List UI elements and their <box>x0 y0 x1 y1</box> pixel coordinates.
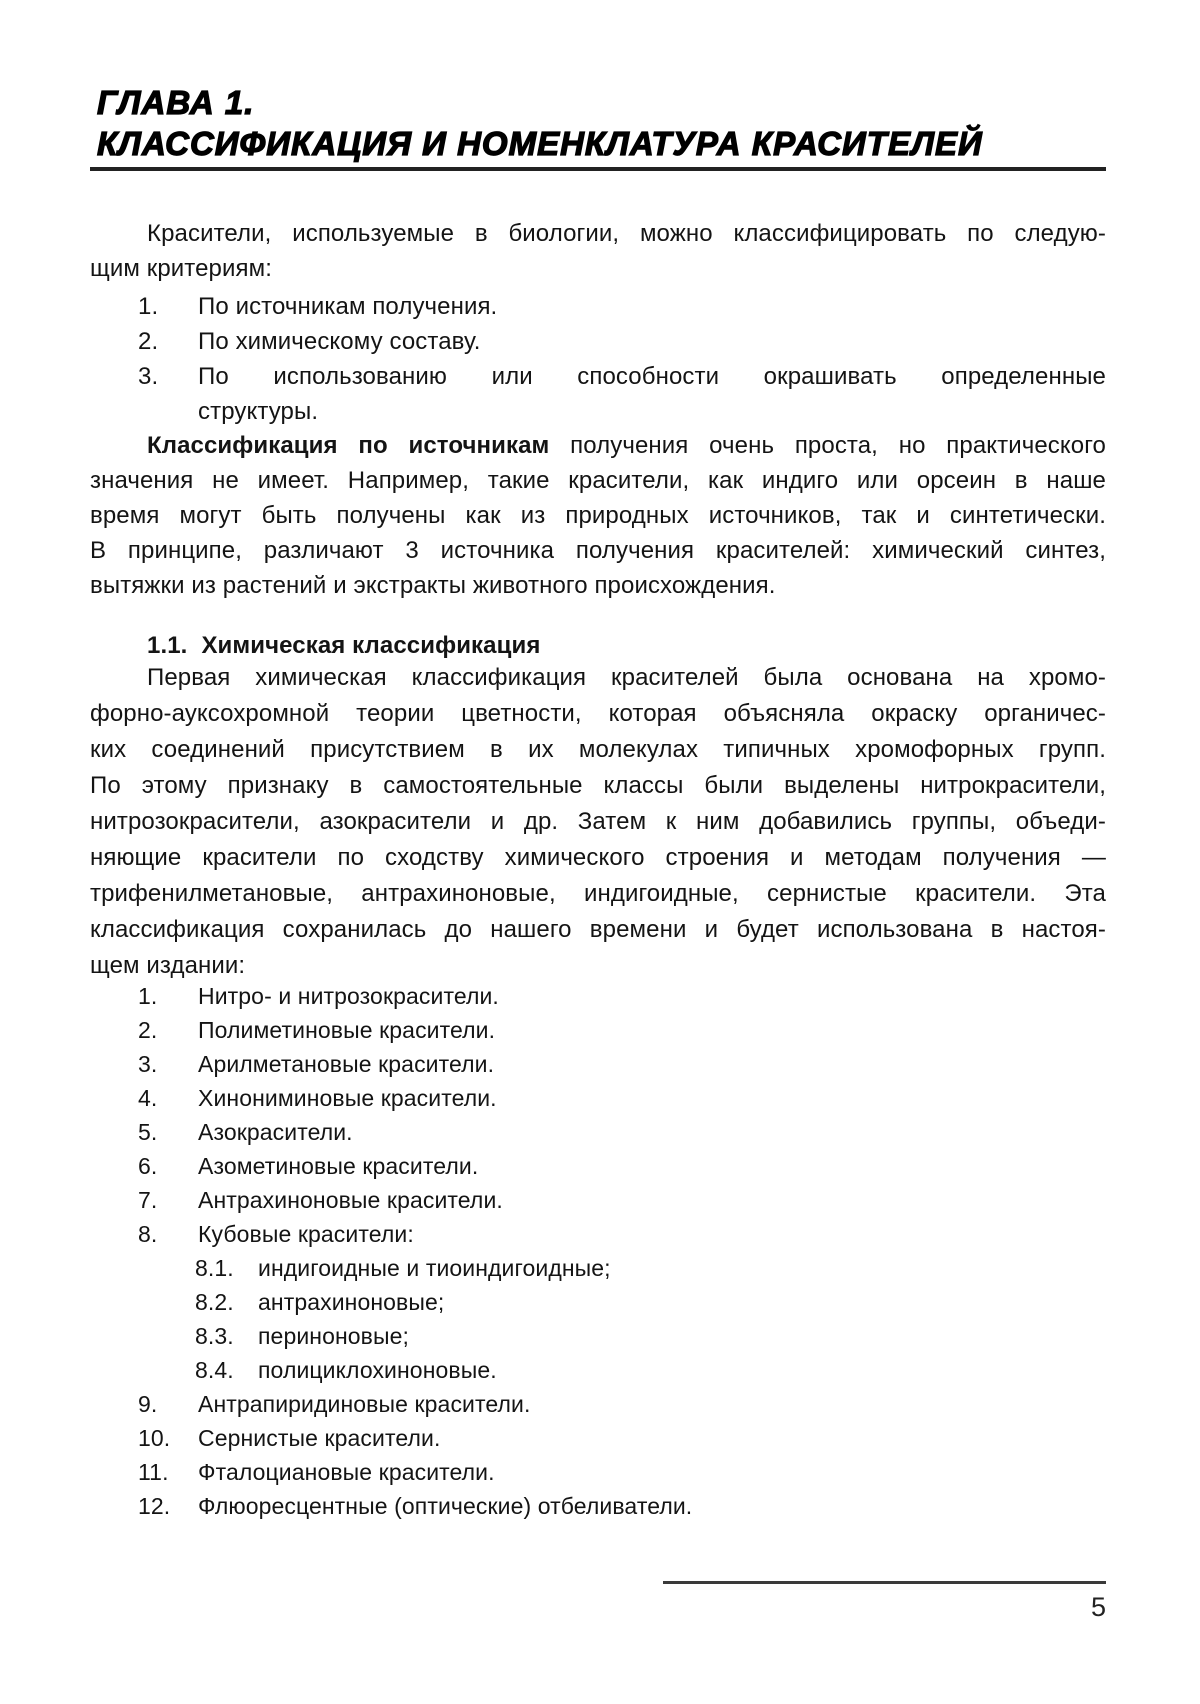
sub-list-item <box>90 1285 1106 1319</box>
sources-paragraph <box>90 428 1106 603</box>
paragraph-line: время могут быть получены как из природных источников, так и синтетически. <box>90 502 1106 529</box>
list-item <box>90 1217 1106 1251</box>
list-item <box>90 1081 1106 1115</box>
list-item-text: Флюоресцентные (оптические) отбеливатели. <box>198 1493 693 1519</box>
list-item-number: 2. <box>138 328 159 355</box>
list-item-number: 8. <box>138 1221 158 1247</box>
sub-list-item <box>90 1353 1106 1387</box>
paragraph-line: вытяжки из растений и экстракты животного происхождения. <box>90 572 776 599</box>
paragraph-line: трифенилметановые, антрахиноновые, индигоидные, сернистые красители. Эта <box>90 880 1106 907</box>
list-item-text: Кубовые красители: <box>198 1221 414 1247</box>
sub-list-item-text: индигоидные и тиоиндигоидные; <box>258 1255 611 1281</box>
paragraph-bold-lead: Классификация по источникам <box>147 432 550 459</box>
paragraph-line: классификация сохранилась до нашего времени и будет использована в настоя- <box>90 916 1106 943</box>
list-item-text: Азокрасители. <box>198 1119 353 1145</box>
paragraph-line: нитрозокрасители, азокрасители и др. Затем к ним добавились группы, объеди- <box>90 808 1106 835</box>
list-item-text: Арилметановые красители. <box>198 1051 495 1077</box>
list-item <box>90 359 1106 394</box>
section-heading <box>147 632 540 660</box>
list-item <box>90 1013 1106 1047</box>
list-item-text: Азометиновые красители. <box>198 1153 479 1179</box>
list-item <box>90 1047 1106 1081</box>
list-item-text: Полиметиновые красители. <box>198 1017 496 1043</box>
criteria-list <box>90 289 1106 429</box>
list-item-number: 3. <box>138 363 159 390</box>
section-number: 1.1. <box>147 632 188 659</box>
list-item-number: 1. <box>138 983 158 1009</box>
list-item-number: 5. <box>138 1119 158 1145</box>
sub-list-item-number: 8.2. <box>195 1289 234 1315</box>
list-item-number: 11. <box>138 1459 169 1485</box>
paragraph-line: В принципе, различают 3 источника получения красителей: химический синтез, <box>90 537 1106 564</box>
sub-list-item <box>90 1251 1106 1285</box>
chapter-title-line2: КЛАССИФИКАЦИЯ И НОМЕНКЛАТУРА КРАСИТЕЛЕЙ <box>97 125 983 162</box>
paragraph-line: Красители, используемые в биологии, можно классифицировать по следую- <box>147 220 1106 247</box>
list-item-text: По использованию или способности окрашивать определенные <box>198 363 1106 390</box>
list-item-text: Фталоциановые красители. <box>198 1459 495 1485</box>
list-item <box>90 1387 1106 1421</box>
chapter-title-line1: ГЛАВА 1. <box>97 84 255 121</box>
intro-paragraph <box>90 216 1106 286</box>
list-item-number: 7. <box>138 1187 158 1213</box>
sub-list-item-number: 8.4. <box>195 1357 234 1383</box>
list-item-text: По источникам получения. <box>198 293 498 320</box>
paragraph-line: щем издании: <box>90 952 246 979</box>
list-item-text: Антрахиноновые красители. <box>198 1187 503 1213</box>
paragraph-line: Первая химическая классификация красителей была основана на хромо- <box>147 664 1106 691</box>
sub-list-item <box>90 1319 1106 1353</box>
paragraph-line: По этому признаку в самостоятельные классы были выделены нитрокрасители, <box>90 772 1106 799</box>
list-item-number: 6. <box>138 1153 158 1179</box>
paragraph-line: няющие красители по сходству химического строения и методам получения — <box>90 844 1106 871</box>
title-underline <box>90 167 1106 171</box>
list-item <box>90 324 1106 359</box>
dye-classes-list <box>90 979 1106 1523</box>
list-item <box>90 289 1106 324</box>
list-item-text: Нитро- и нитрозокрасители. <box>198 983 499 1009</box>
page-number: 5 <box>1090 1592 1106 1622</box>
list-item <box>90 1421 1106 1455</box>
sub-list-item-number: 8.1. <box>195 1255 234 1281</box>
paragraph-line-rest: получения очень проста, но практического <box>549 432 1106 459</box>
list-item-text: По химическому составу. <box>198 328 481 355</box>
list-item-continuation: структуры. <box>198 398 319 425</box>
paragraph-line: щим критериям: <box>90 255 272 282</box>
section-heading-text: Химическая классификация <box>201 632 541 659</box>
footer-divider <box>663 1581 1106 1584</box>
paragraph-line: значения не имеет. Например, такие красители, как индиго или орсеин в наше <box>90 467 1106 494</box>
paragraph-line: форно-ауксохромной теории цветности, которая объясняла окраску органичес- <box>90 700 1106 727</box>
list-item-number: 1. <box>138 293 159 320</box>
list-item-number: 2. <box>138 1017 158 1043</box>
chapter-title <box>97 82 1113 164</box>
list-item <box>90 979 1106 1013</box>
list-item <box>90 1183 1106 1217</box>
list-item <box>90 1149 1106 1183</box>
sub-list-item-text: полициклохиноновые. <box>258 1357 497 1383</box>
list-item-number: 12. <box>138 1493 171 1519</box>
sub-list-item-number: 8.3. <box>195 1323 234 1349</box>
chemical-paragraph <box>90 660 1106 984</box>
paragraph-line <box>90 428 1106 463</box>
list-item-number: 9. <box>138 1391 158 1417</box>
list-item-text: Антрапиридиновые красители. <box>198 1391 531 1417</box>
list-item-number: 3. <box>138 1051 158 1077</box>
list-item <box>90 1455 1106 1489</box>
sub-list-item-text: антрахиноновые; <box>258 1289 445 1315</box>
paragraph-line: ких соединений присутствием в их молекулах типичных хромофорных групп. <box>90 736 1106 763</box>
list-item <box>90 1115 1106 1149</box>
list-item-text: Сернистые красители. <box>198 1425 441 1451</box>
list-item-number: 10. <box>138 1425 171 1451</box>
list-item-text: Хинониминовые красители. <box>198 1085 497 1111</box>
list-item-number: 4. <box>138 1085 158 1111</box>
list-item <box>90 1489 1106 1523</box>
sub-list-item-text: периноновые; <box>258 1323 410 1349</box>
